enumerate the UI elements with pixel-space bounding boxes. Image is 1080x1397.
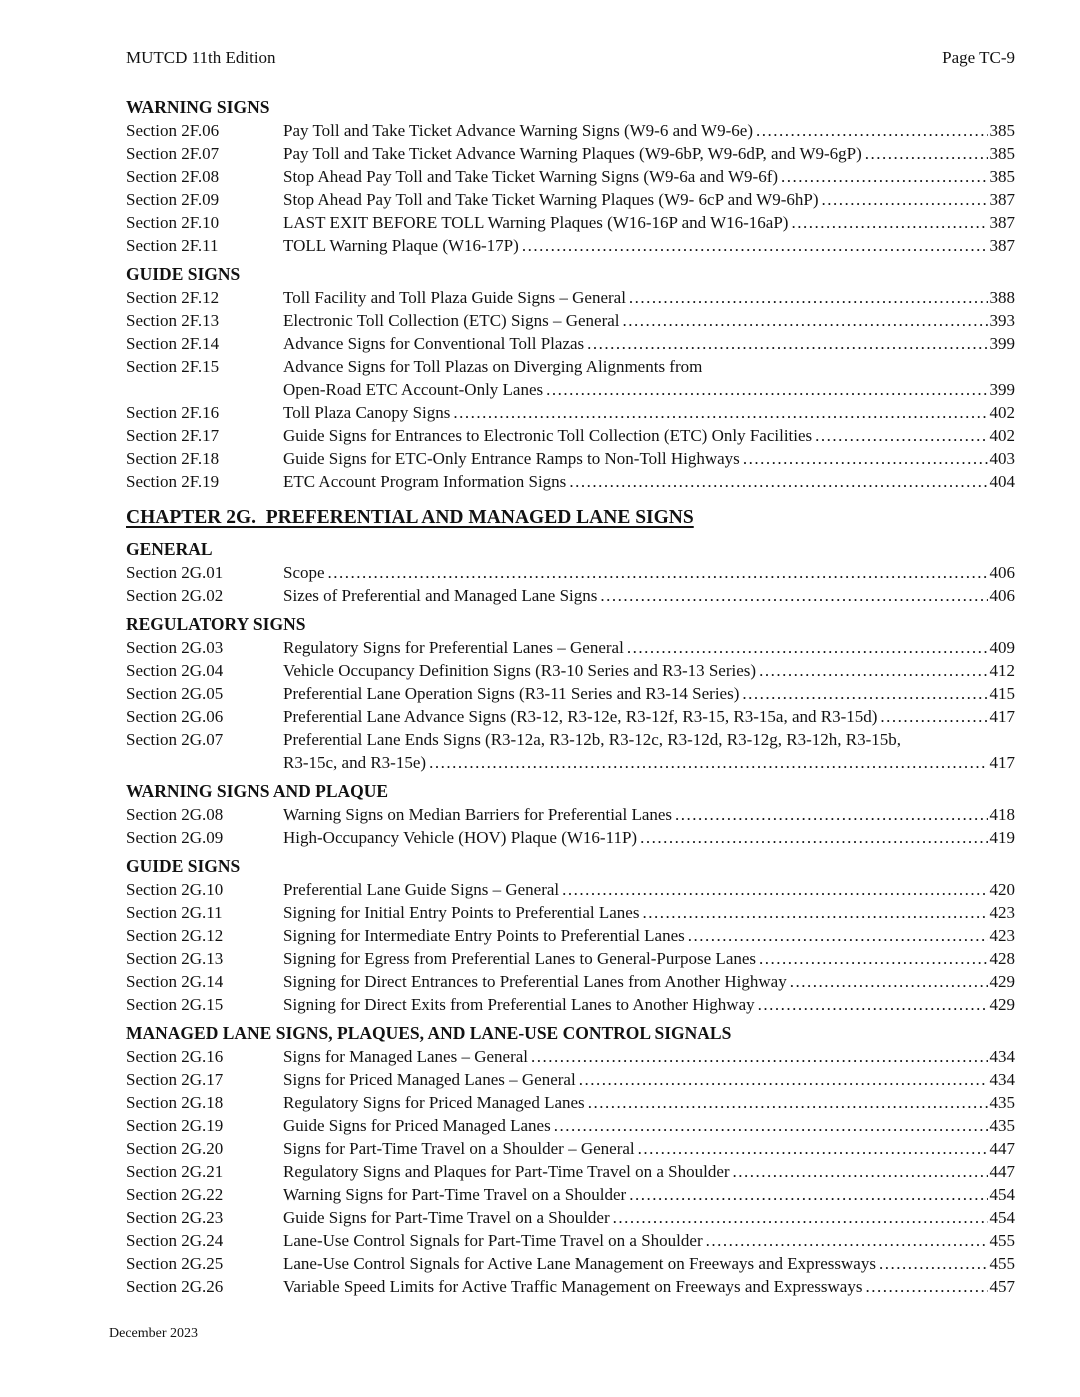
toc-entry-title: Preferential Lane Advance Signs (R3-12, R3-12e, R3-12f, R3-15, R3-15a, and R3-15d) bbox=[283, 707, 878, 726]
toc-entry bbox=[126, 1091, 1015, 1114]
toc-entry-section: Section 2F.06 bbox=[126, 121, 220, 140]
toc-entry-title: LAST EXIT BEFORE TOLL Warning Plaques (W16-16P and W16-16aP) bbox=[283, 213, 789, 232]
toc-entry-page: 393 bbox=[989, 311, 1015, 330]
toc-entry-page: 409 bbox=[989, 638, 1015, 657]
toc-entry bbox=[126, 1252, 1015, 1275]
toc-entry bbox=[126, 1045, 1015, 1068]
dot-leader bbox=[429, 751, 987, 774]
toc-entry bbox=[126, 1275, 1015, 1298]
toc-entry-page: 385 bbox=[989, 167, 1015, 186]
toc-entry bbox=[126, 901, 1015, 924]
toc-entry-title: Advance Signs for Conventional Toll Plazas bbox=[283, 334, 585, 353]
toc-entry-section: Section 2G.01 bbox=[126, 563, 224, 582]
toc-entry-title: Signs for Managed Lanes – General bbox=[283, 1047, 529, 1066]
toc-entry bbox=[126, 1137, 1015, 1160]
dot-leader bbox=[759, 947, 987, 970]
toc-entry-page: 387 bbox=[989, 213, 1015, 232]
toc-entry-section: Section 2G.05 bbox=[126, 684, 224, 703]
page-number-label: Page TC-9 bbox=[942, 48, 1015, 67]
toc-entry-page: 454 bbox=[989, 1185, 1015, 1204]
toc-entry bbox=[126, 234, 1015, 257]
toc-entry-section: Section 2G.07 bbox=[126, 730, 224, 749]
toc-entry-section: Section 2G.26 bbox=[126, 1277, 224, 1296]
dot-leader bbox=[562, 878, 987, 901]
toc-entry-continuation bbox=[126, 751, 1015, 774]
toc-entry-section: Section 2F.18 bbox=[126, 449, 220, 468]
toc-entry-section: Section 2F.09 bbox=[126, 190, 220, 209]
dot-leader bbox=[733, 1160, 988, 1183]
toc-entry-page: 406 bbox=[989, 586, 1015, 605]
toc-entry-title: Guide Signs for ETC-Only Entrance Ramps to Non-Toll Highways bbox=[283, 449, 740, 468]
toc-entry-section: Section 2G.15 bbox=[126, 995, 224, 1014]
dot-leader bbox=[743, 447, 988, 470]
toc-entry-section: Section 2G.14 bbox=[126, 972, 224, 991]
toc-entry-section: Section 2G.11 bbox=[126, 903, 223, 922]
dot-leader bbox=[880, 705, 987, 728]
toc-entry-section: Section 2F.17 bbox=[126, 426, 220, 445]
toc-entry-title: Electronic Toll Collection (ETC) Signs – General bbox=[283, 311, 620, 330]
toc-entry-title: Guide Signs for Entrances to Electronic Toll Collection (ETC) Only Facilities bbox=[283, 426, 813, 445]
toc-entry-page: 387 bbox=[989, 236, 1015, 255]
toc-entry-page: 403 bbox=[989, 449, 1015, 468]
dot-leader bbox=[756, 119, 988, 142]
toc-entry-title: Stop Ahead Pay Toll and Take Ticket Warning Signs (W9-6a and W9-6f) bbox=[283, 167, 779, 186]
toc-entry-page: 387 bbox=[989, 190, 1015, 209]
toc-entry-page: 404 bbox=[989, 472, 1015, 491]
toc-entry-page: 428 bbox=[989, 949, 1015, 968]
toc-entry-title: Advance Signs for Toll Plazas on Diverging Alignments from bbox=[283, 357, 703, 376]
toc-entry-section: Section 2G.10 bbox=[126, 880, 224, 899]
toc-entry-title: Stop Ahead Pay Toll and Take Ticket Warning Plaques (W9- 6cP and W9-6hP) bbox=[283, 190, 819, 209]
toc-entry-section: Section 2G.18 bbox=[126, 1093, 224, 1112]
toc-entry-section: Section 2G.17 bbox=[126, 1070, 224, 1089]
toc-entry bbox=[126, 447, 1015, 470]
toc-entry-section: Section 2G.21 bbox=[126, 1162, 224, 1181]
dot-leader bbox=[569, 470, 987, 493]
toc-entry-page: 412 bbox=[989, 661, 1015, 680]
toc-entry-page: 447 bbox=[989, 1139, 1015, 1158]
dot-leader bbox=[865, 142, 988, 165]
toc-entry-title: Regulatory Signs and Plaques for Part-Time Travel on a Shoulder bbox=[283, 1162, 730, 1181]
toc-entry-section: Section 2G.23 bbox=[126, 1208, 224, 1227]
toc-entry-title: R3-15c, and R3-15e) bbox=[283, 753, 427, 772]
toc-entry bbox=[126, 636, 1015, 659]
toc-entry-title: Pay Toll and Take Ticket Advance Warning Plaques (W9-6bP, W9-6dP, and W9-6gP) bbox=[283, 144, 862, 163]
toc-entry-section: Section 2G.25 bbox=[126, 1254, 224, 1273]
toc-entry bbox=[126, 682, 1015, 705]
toc-entry bbox=[126, 142, 1015, 165]
toc-entry-title: High-Occupancy Vehicle (HOV) Plaque (W16-11P) bbox=[283, 828, 638, 847]
toc-entry-title: Lane-Use Control Signals for Part-Time Travel on a Shoulder bbox=[283, 1231, 703, 1250]
toc-entry bbox=[126, 188, 1015, 211]
toc-entry bbox=[126, 561, 1015, 584]
toc-entry-section: Section 2F.16 bbox=[126, 403, 220, 422]
toc-entry-title: Warning Signs for Part-Time Travel on a Shoulder bbox=[283, 1185, 627, 1204]
toc-entry-section: Section 2F.10 bbox=[126, 213, 220, 232]
dot-leader bbox=[623, 309, 988, 332]
toc-entry-section: Section 2F.14 bbox=[126, 334, 220, 353]
toc-entry-page: 417 bbox=[989, 707, 1015, 726]
toc-section-heading: GUIDE SIGNS bbox=[126, 264, 241, 284]
dot-leader bbox=[640, 826, 987, 849]
dot-leader bbox=[453, 401, 987, 424]
toc-entry bbox=[126, 993, 1015, 1016]
toc-entry-section: Section 2F.11 bbox=[126, 236, 219, 255]
dot-leader bbox=[815, 424, 987, 447]
dot-leader bbox=[742, 682, 987, 705]
toc-entry bbox=[126, 355, 1015, 378]
toc-entry bbox=[126, 1183, 1015, 1206]
toc-entry-title: Signing for Egress from Preferential Lanes to General-Purpose Lanes bbox=[283, 949, 757, 968]
toc-section-heading: WARNING SIGNS bbox=[126, 97, 270, 117]
toc-entry-section: Section 2F.13 bbox=[126, 311, 220, 330]
toc-entry-page: 420 bbox=[989, 880, 1015, 899]
dot-leader bbox=[546, 378, 987, 401]
toc-entry-page: 406 bbox=[989, 563, 1015, 582]
dot-leader bbox=[600, 584, 987, 607]
toc-entry-title: Guide Signs for Priced Managed Lanes bbox=[283, 1116, 551, 1135]
toc-entry bbox=[126, 332, 1015, 355]
dot-leader bbox=[675, 803, 987, 826]
toc-entry-title: Warning Signs on Median Barriers for Preferential Lanes bbox=[283, 805, 673, 824]
toc-entry-section: Section 2F.12 bbox=[126, 288, 220, 307]
toc-entry-title: Regulatory Signs for Priced Managed Lanes bbox=[283, 1093, 585, 1112]
toc-entry bbox=[126, 1160, 1015, 1183]
toc-entry-section: Section 2G.06 bbox=[126, 707, 224, 726]
toc-entry-title: TOLL Warning Plaque (W16-17P) bbox=[283, 236, 519, 255]
toc-entry-title: Sizes of Preferential and Managed Lane Signs bbox=[283, 586, 598, 605]
toc-entry-page: 429 bbox=[989, 972, 1015, 991]
toc-entry-title: Toll Plaza Canopy Signs bbox=[283, 403, 451, 422]
toc-entry-title: Signing for Initial Entry Points to Preferential Lanes bbox=[283, 903, 640, 922]
toc-entry-page: 423 bbox=[989, 903, 1015, 922]
toc-entry-title: Pay Toll and Take Ticket Advance Warning Signs (W9-6 and W9-6e) bbox=[283, 121, 753, 140]
toc-entry-page: 399 bbox=[989, 380, 1015, 399]
toc-entry-title: Scope bbox=[283, 563, 325, 582]
toc-entry-title: ETC Account Program Information Signs bbox=[283, 472, 567, 491]
toc-entry-title: Regulatory Signs for Preferential Lanes – General bbox=[283, 638, 624, 657]
toc-entry-section: Section 2F.19 bbox=[126, 472, 220, 491]
toc-entry-page: 399 bbox=[989, 334, 1015, 353]
toc-entry bbox=[126, 211, 1015, 234]
toc-entry bbox=[126, 1206, 1015, 1229]
toc-entry-section: Section 2G.12 bbox=[126, 926, 224, 945]
toc-entry-title: Variable Speed Limits for Active Traffic Management on Freeways and Expressways bbox=[283, 1277, 863, 1296]
toc-entry-page: 434 bbox=[989, 1047, 1015, 1066]
dot-leader bbox=[613, 1206, 988, 1229]
dot-leader bbox=[328, 561, 988, 584]
page-footer-date: December 2023 bbox=[109, 1326, 199, 1341]
toc-entry-section: Section 2G.19 bbox=[126, 1116, 224, 1135]
page-header bbox=[126, 48, 1015, 68]
toc-section-heading: GUIDE SIGNS bbox=[126, 856, 241, 876]
toc-entry bbox=[126, 659, 1015, 682]
toc-entry bbox=[126, 309, 1015, 332]
document-title: MUTCD 11th Edition bbox=[126, 48, 276, 67]
dot-leader bbox=[522, 234, 988, 257]
dot-leader bbox=[627, 636, 988, 659]
toc-section-heading: GENERAL bbox=[126, 539, 213, 559]
toc-section-heading: REGULATORY SIGNS bbox=[126, 614, 306, 634]
toc-entry-page: 454 bbox=[989, 1208, 1015, 1227]
toc-entry-section: Section 2G.16 bbox=[126, 1047, 224, 1066]
toc-section-heading: MANAGED LANE SIGNS, PLAQUES, AND LANE-USE CONTROL SIGNALS bbox=[126, 1023, 732, 1043]
toc-entry-title: Signing for Direct Exits from Preferential Lanes to Another Highway bbox=[283, 995, 755, 1014]
toc-entry bbox=[126, 947, 1015, 970]
dot-leader bbox=[865, 1275, 987, 1298]
toc-entry-page: 435 bbox=[989, 1116, 1015, 1135]
toc-chapter-heading: CHAPTER 2G. PREFERENTIAL AND MANAGED LANE SIGNS bbox=[126, 507, 694, 528]
toc-entry-section: Section 2F.15 bbox=[126, 357, 220, 376]
toc-entry-title: Open-Road ETC Account-Only Lanes bbox=[283, 380, 544, 399]
toc-entry-section: Section 2G.22 bbox=[126, 1185, 224, 1204]
toc-entry-page: 417 bbox=[989, 753, 1015, 772]
toc-entry bbox=[126, 1114, 1015, 1137]
dot-leader bbox=[688, 924, 988, 947]
toc-entry-title: Guide Signs for Part-Time Travel on a Shoulder bbox=[283, 1208, 610, 1227]
dot-leader bbox=[579, 1068, 988, 1091]
toc-entry-title: Signs for Priced Managed Lanes – General bbox=[283, 1070, 576, 1089]
dot-leader bbox=[587, 332, 987, 355]
toc-entry-title: Signing for Direct Entrances to Preferential Lanes from Another Highway bbox=[283, 972, 787, 991]
toc-entry-page: 385 bbox=[989, 121, 1015, 140]
toc-entry-title: Toll Facility and Toll Plaza Guide Signs – General bbox=[283, 288, 626, 307]
toc-entry bbox=[126, 165, 1015, 188]
toc-entry-title: Preferential Lane Ends Signs (R3-12a, R3-12b, R3-12c, R3-12d, R3-12g, R3-12h, R3-15b, bbox=[283, 730, 902, 749]
toc-entry-page: 434 bbox=[989, 1070, 1015, 1089]
dot-leader bbox=[781, 165, 987, 188]
dot-leader bbox=[791, 211, 987, 234]
dot-leader bbox=[629, 286, 988, 309]
dot-leader bbox=[642, 901, 987, 924]
dot-leader bbox=[588, 1091, 988, 1114]
toc-entry bbox=[126, 119, 1015, 142]
toc-entry bbox=[126, 1068, 1015, 1091]
dot-leader bbox=[879, 1252, 988, 1275]
toc-entry bbox=[126, 924, 1015, 947]
toc-entry-page: 402 bbox=[989, 403, 1015, 422]
toc-entry-page: 447 bbox=[989, 1162, 1015, 1181]
toc-entry-title: Signing for Intermediate Entry Points to Preferential Lanes bbox=[283, 926, 685, 945]
toc-entry bbox=[126, 803, 1015, 826]
toc-entry-section: Section 2G.04 bbox=[126, 661, 224, 680]
toc-entry-title: Preferential Lane Guide Signs – General bbox=[283, 880, 560, 899]
toc-entry bbox=[126, 286, 1015, 309]
dot-leader bbox=[638, 1137, 988, 1160]
toc-entry-page: 385 bbox=[989, 144, 1015, 163]
toc-section-heading: WARNING SIGNS AND PLAQUE bbox=[126, 781, 389, 801]
toc-list bbox=[126, 96, 1015, 1298]
toc-entry bbox=[126, 1229, 1015, 1252]
toc-entry bbox=[126, 970, 1015, 993]
toc-entry-page: 388 bbox=[989, 288, 1015, 307]
toc-entry bbox=[126, 878, 1015, 901]
toc-entry bbox=[126, 584, 1015, 607]
dot-leader bbox=[790, 970, 988, 993]
toc-entry-section: Section 2G.09 bbox=[126, 828, 224, 847]
toc-entry-page: 415 bbox=[989, 684, 1015, 703]
toc-entry bbox=[126, 424, 1015, 447]
toc-entry-title: Lane-Use Control Signals for Active Lane Management on Freeways and Expressways bbox=[283, 1254, 876, 1273]
toc-entry-page: 418 bbox=[989, 805, 1015, 824]
dot-leader bbox=[706, 1229, 988, 1252]
toc-entry-title: Preferential Lane Operation Signs (R3-11 Series and R3-14 Series) bbox=[283, 684, 740, 703]
toc-entry bbox=[126, 826, 1015, 849]
toc-entry-section: Section 2G.03 bbox=[126, 638, 224, 657]
toc-entry-section: Section 2G.24 bbox=[126, 1231, 224, 1250]
toc-entry-section: Section 2G.20 bbox=[126, 1139, 224, 1158]
toc-entry-page: 455 bbox=[989, 1254, 1015, 1273]
toc-entry-page: 423 bbox=[989, 926, 1015, 945]
toc-entry-title: Vehicle Occupancy Definition Signs (R3-10 Series and R3-13 Series) bbox=[283, 661, 757, 680]
toc-entry-section: Section 2G.08 bbox=[126, 805, 224, 824]
toc-entry-page: 435 bbox=[989, 1093, 1015, 1112]
toc-entry-section: Section 2G.13 bbox=[126, 949, 224, 968]
toc-entry bbox=[126, 705, 1015, 728]
dot-leader bbox=[554, 1114, 988, 1137]
dot-leader bbox=[531, 1045, 987, 1068]
toc-entry-section: Section 2G.02 bbox=[126, 586, 224, 605]
toc-entry bbox=[126, 728, 1015, 751]
dot-leader bbox=[821, 188, 987, 211]
toc-entry bbox=[126, 470, 1015, 493]
toc-entry-section: Section 2F.08 bbox=[126, 167, 220, 186]
toc-entry-continuation bbox=[126, 378, 1015, 401]
toc-entry-page: 419 bbox=[989, 828, 1015, 847]
toc-entry-title: Signs for Part-Time Travel on a Shoulder – General bbox=[283, 1139, 635, 1158]
toc-entry-page: 455 bbox=[989, 1231, 1015, 1250]
dot-leader bbox=[758, 993, 988, 1016]
dot-leader bbox=[629, 1183, 987, 1206]
toc-entry-page: 457 bbox=[989, 1277, 1015, 1296]
toc-entry bbox=[126, 401, 1015, 424]
toc-entry-section: Section 2F.07 bbox=[126, 144, 220, 163]
toc-entry-page: 402 bbox=[989, 426, 1015, 445]
toc-entry-page: 429 bbox=[989, 995, 1015, 1014]
dot-leader bbox=[759, 659, 987, 682]
